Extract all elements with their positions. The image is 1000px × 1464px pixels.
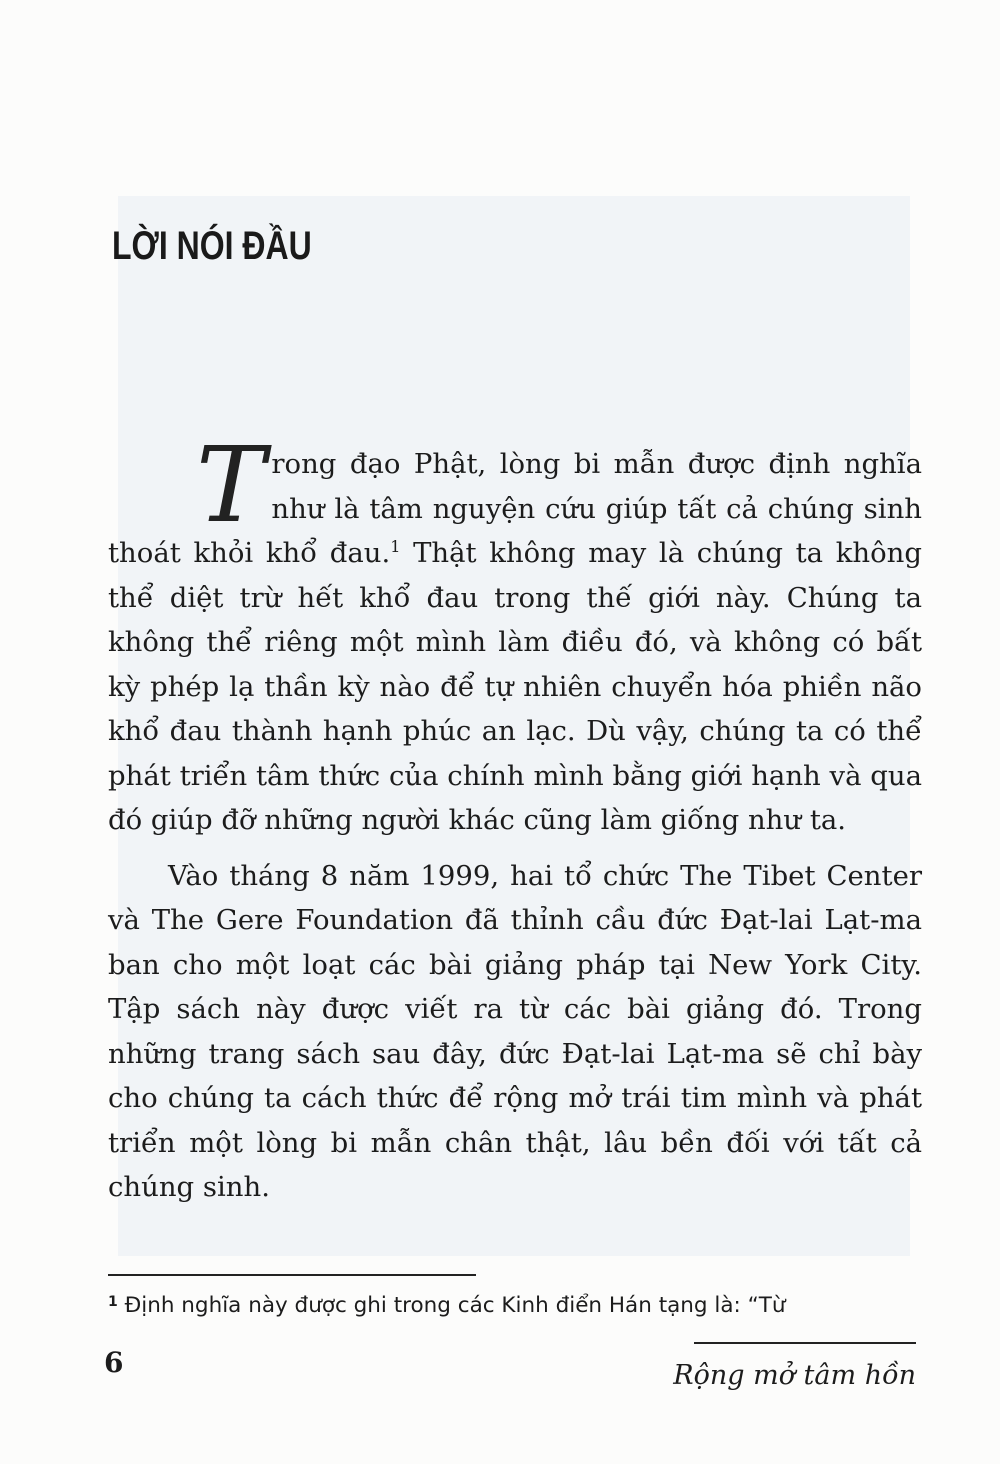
footnote-ref: 1: [390, 537, 401, 556]
footnote: [108, 1290, 928, 1322]
body-text: [108, 424, 923, 1210]
paragraph-2: Vào tháng 8 năm 1999, hai tổ chức The Tibet Center và The Gere Foundation đã thỉnh cầu đức Đạt-lai Lạt-ma ban cho một loạt các bài giảng pháp tại New York City. Tập sách này được viết ra từ các bài giảng đó. Trong những trang sách sau đây, đức Đạt-lai Lạt-ma sẽ chỉ bày cho chúng ta cách thức để rộng mở trái tim mình và phát triển một lòng bi mẫn chân thật, lâu bền đối với tất cả chúng sinh.: [108, 859, 922, 1203]
footer-divider: [694, 1342, 916, 1344]
page-number: 6: [104, 1346, 124, 1379]
paragraph-1-text: rong đạo Phật, lòng bi mẫn được định nghĩa như là tâm nguyện cứu giúp tất cả chúng sinh thoát khỏi khổ đau.: [108, 448, 922, 569]
drop-cap: T: [196, 424, 266, 546]
paragraph-1-text-after: Thật không may là chúng ta không thể diệt trừ hết khổ đau trong thế giới này. Chúng ta không thể riêng một mình làm điều đó, và không có bất kỳ phép lạ thần kỳ nào để tự nhiên chuyển hóa phiền não khổ đau thành hạnh phúc an lạc. Dù vậy, chúng ta có thể phát triển tâm thức của chính mình bằng giới hạnh và qua đó giúp đỡ những người khác cũng làm giống như ta.: [108, 537, 923, 836]
footnote-marker: 1: [108, 1294, 118, 1310]
running-title: Rộng mở tâm hồn: [673, 1360, 916, 1391]
footnote-divider: [108, 1274, 476, 1276]
paragraph-1: [108, 424, 923, 843]
footnote-text: Định nghĩa này được ghi trong các Kinh điển Hán tạng là: “Từ: [117, 1293, 786, 1318]
chapter-heading: LỜI NÓI ĐẦU: [112, 224, 312, 268]
